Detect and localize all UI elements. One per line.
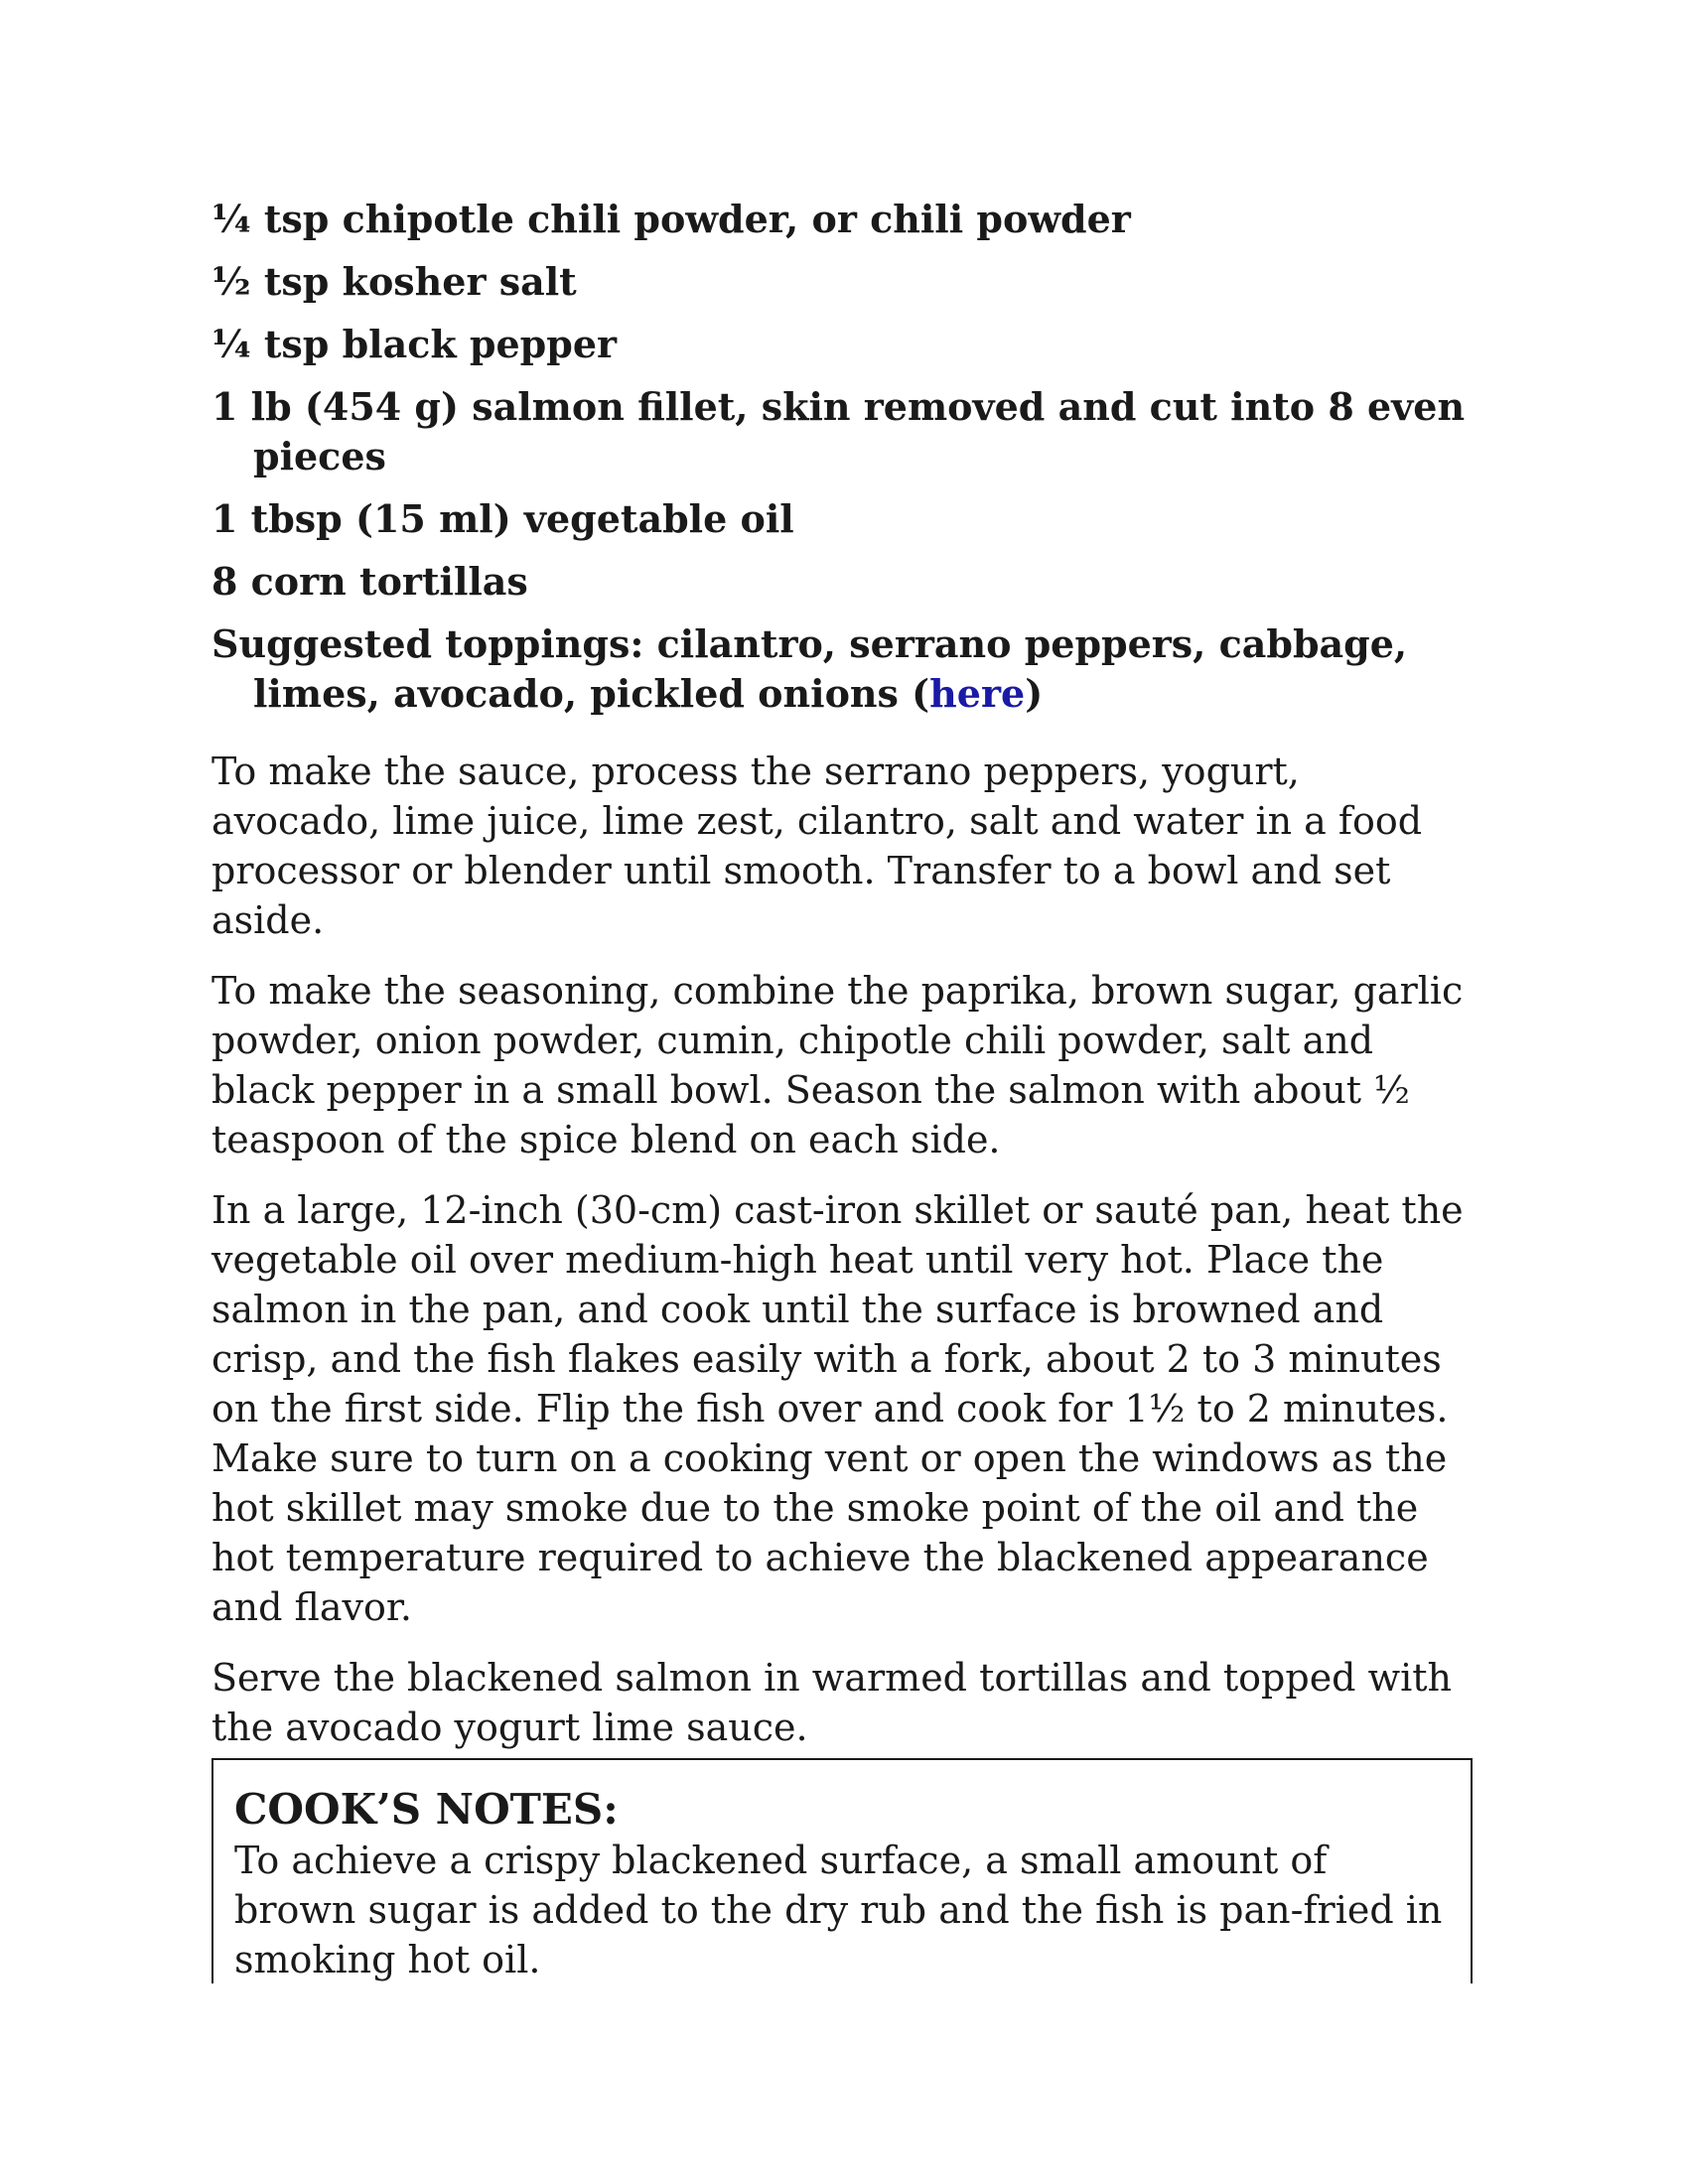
- step-paragraph: In a large, 12-inch (30-cm) cast-iron skillet or sauté pan, heat the vegetable oil over medium-high heat until very hot. Place the salmon in the pan, and cook until the surface is browned and crisp, and the fish flakes easily with a fork, about 2 to 3 minutes on the first side. Flip the fish over and cook for 1½ to 2 minutes. Make sure to turn on a cooking vent or open the windows as the hot skillet may smoke due to the smoke point of the oil and the hot temperature required to achieve the blackened appearance and flavor.: [211, 1188, 1464, 1629]
- step-paragraph: To make the seasoning, combine the paprika, brown sugar, garlic powder, onion powder, cumin, chipotle chili powder, salt and black pepper in a small bowl. Season the salmon with about ½ teaspoon of the spice blend on each side.: [211, 969, 1464, 1161]
- step-paragraph: Serve the blackened salmon in warmed tortillas and topped with the avocado yogurt lime sauce.: [211, 1656, 1453, 1749]
- pickled-onions-link[interactable]: here: [929, 671, 1026, 716]
- ingredient-list: [211, 195, 1475, 719]
- ingredient-item: ¼ tsp chipotle chili powder, or chili powder: [211, 197, 1131, 241]
- cooks-notes-title: COOK’S NOTES:: [234, 1785, 619, 1834]
- step-paragraph: To make the sauce, process the serrano peppers, yogurt, avocado, lime juice, lime zest, cilantro, salt and water in a food processor or blender until smooth. Transfer to a bowl and set aside.: [211, 750, 1423, 942]
- ingredient-item: 1 lb (454 g) salmon fillet, skin removed and cut into 8 even pieces: [211, 384, 1466, 478]
- ingredient-item: ¼ tsp black pepper: [211, 322, 618, 366]
- ingredient-item: 1 tbsp (15 ml) vegetable oil: [211, 496, 794, 541]
- ingredient-item: ½ tsp kosher salt: [211, 259, 577, 304]
- cooks-notes-box: [211, 1758, 1473, 1983]
- toppings-text: Suggested toppings: cilantro, serrano peppers, cabbage, limes, avocado, pickled onions (: [211, 621, 1408, 716]
- recipe-page: [211, 195, 1475, 1981]
- toppings-closing: ): [1025, 671, 1044, 716]
- cooks-notes-body: To achieve a crispy blackened surface, a small amount of brown sugar is added to the dry rub and the fish is pan-fried in smoking hot oil.: [234, 1839, 1443, 1981]
- toppings-item: [211, 619, 1475, 719]
- ingredient-item: 8 corn tortillas: [211, 559, 528, 604]
- method-steps: [211, 747, 1475, 1752]
